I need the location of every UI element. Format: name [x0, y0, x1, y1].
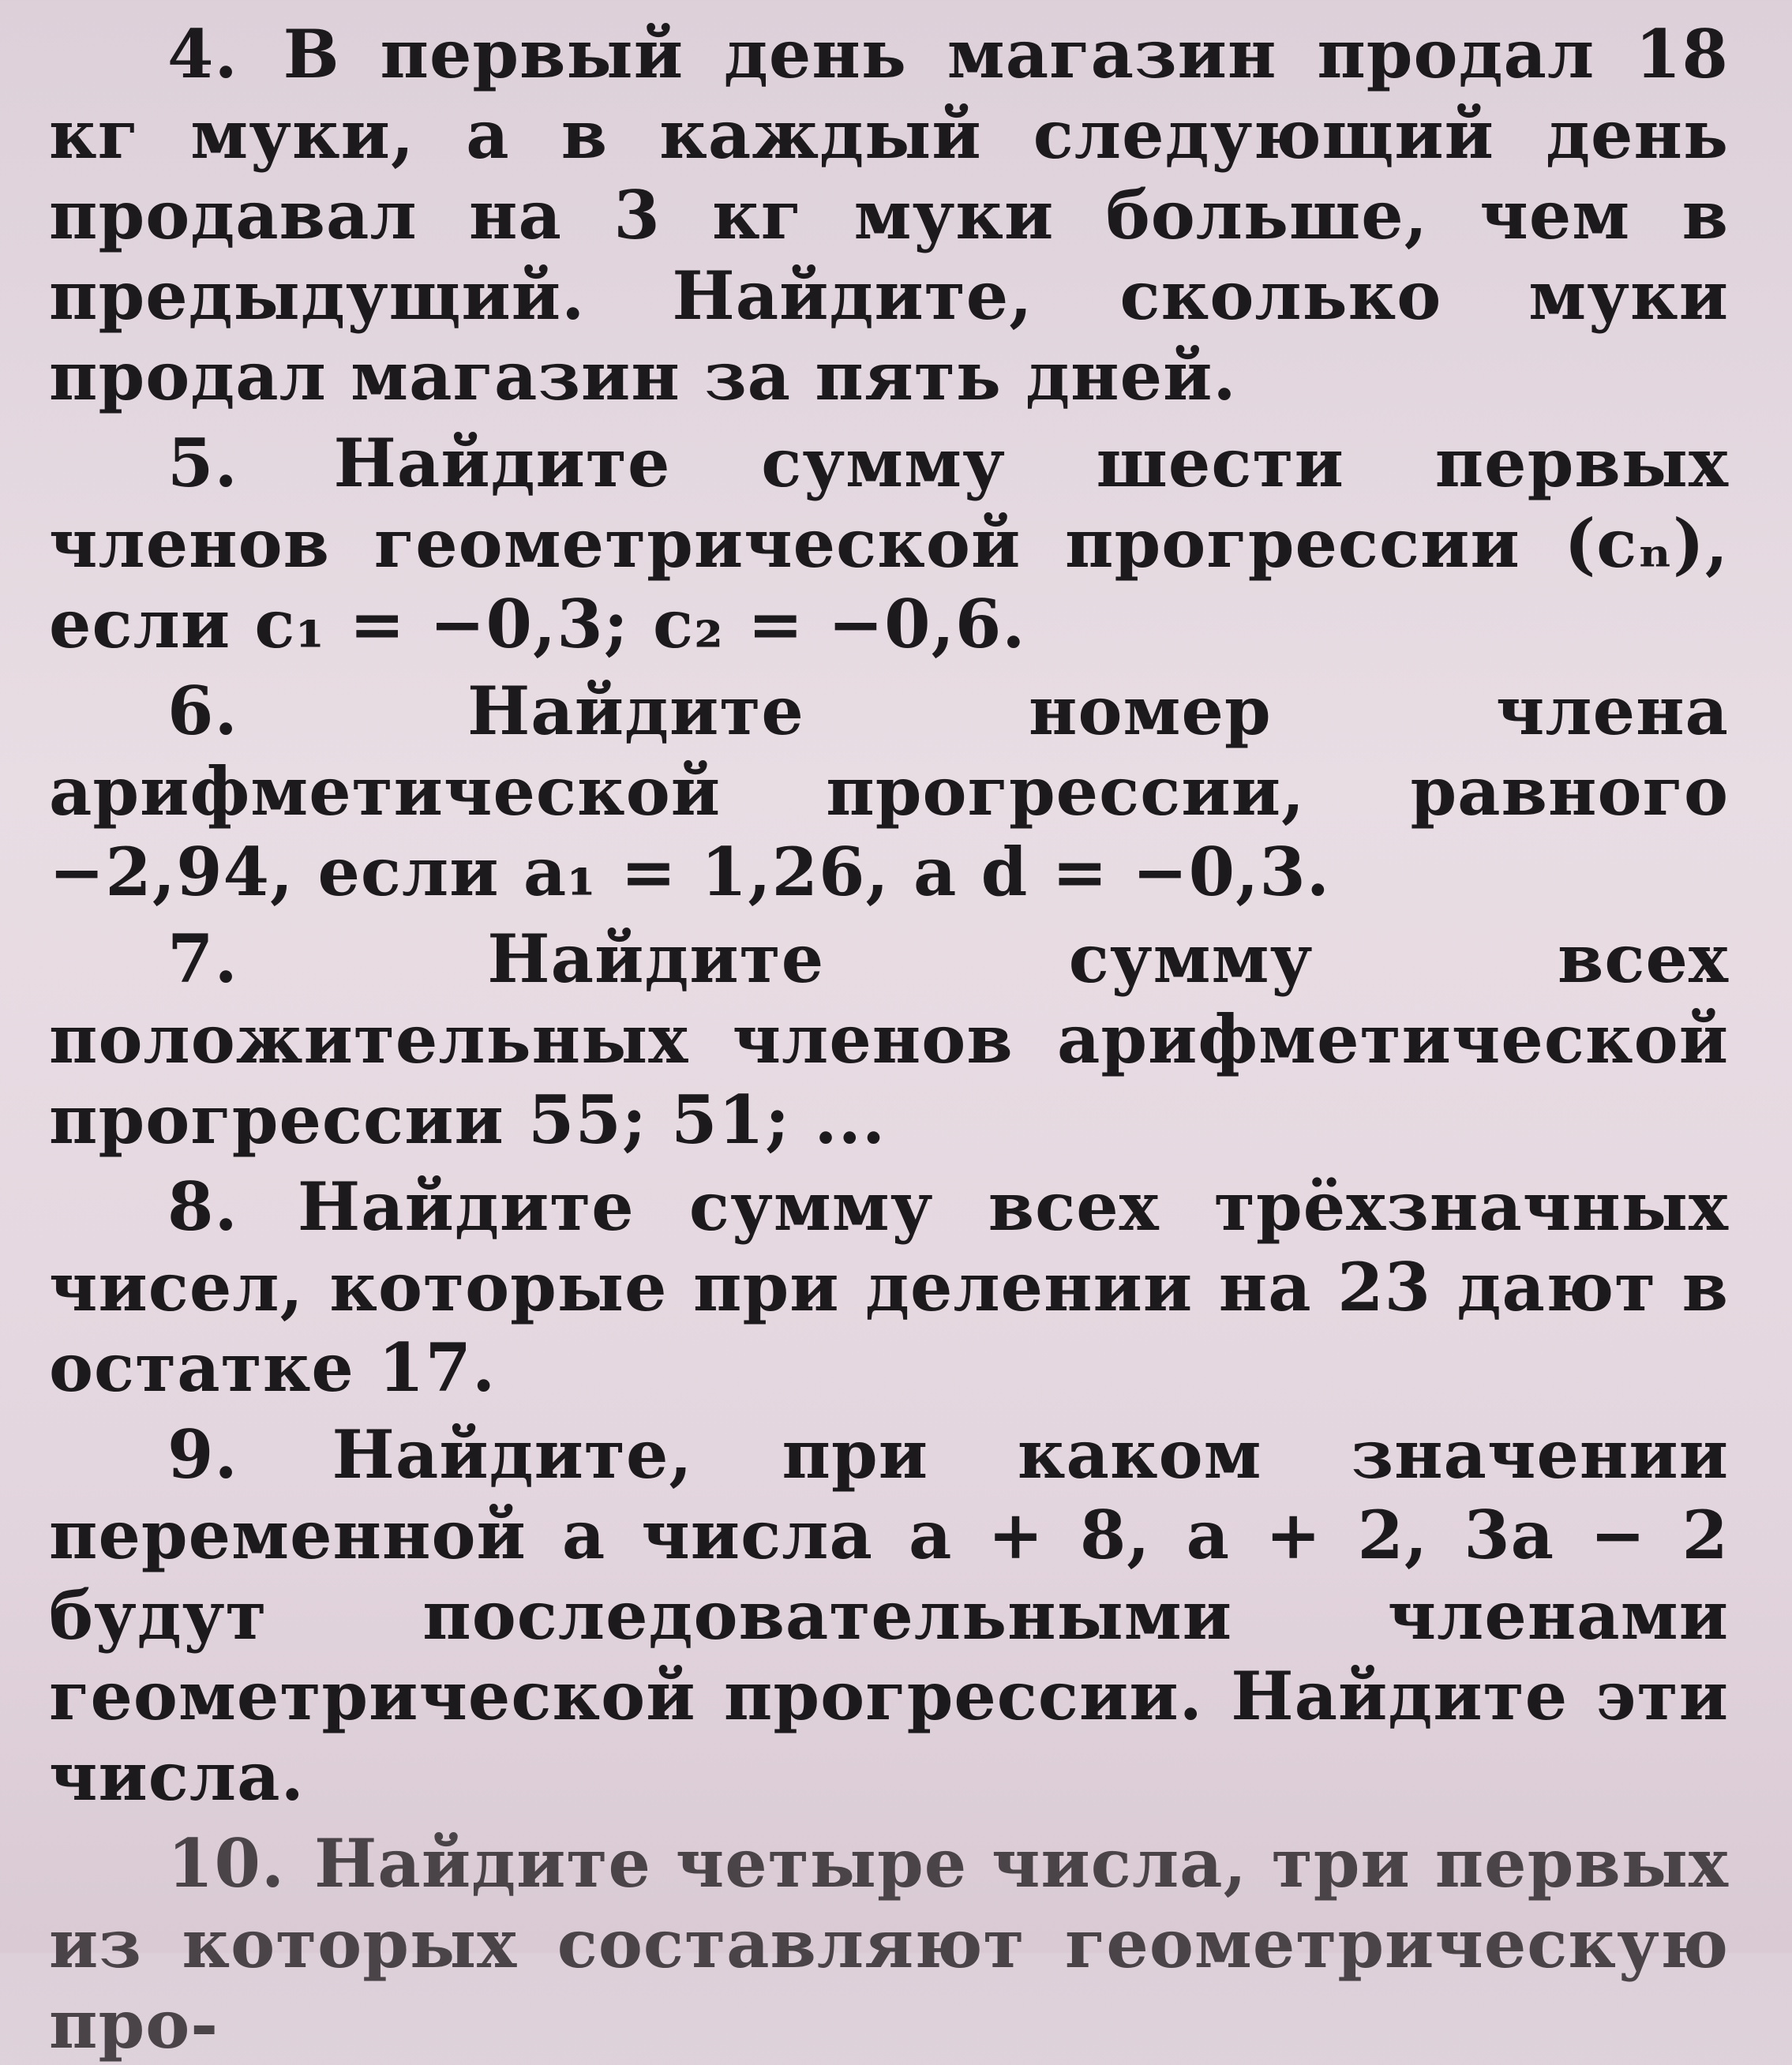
problem-5: [49, 423, 1729, 665]
problem-text: Найдите сумму всех трёхзначных чисел, которые при делении на 23 дают в остатке 17.: [49, 1167, 1729, 1407]
problem-4: [49, 14, 1729, 417]
problem-text: Найдите, при каком значении переменной a числа a + 8, a + 2, 3a − 2 будут последовательными членами геометрической прогрессии. Найдите эти числа.: [49, 1415, 1729, 1816]
problem-text: Найдите сумму шести первых членов геометрической прогрессии (cₙ), если c₁ = −0,3; c₂ = −0,6.: [49, 424, 1730, 663]
problem-9: [49, 1415, 1729, 1817]
problem-number: 5.: [167, 424, 238, 502]
problem-7: [49, 919, 1729, 1160]
problem-text: Найдите номер члена арифметической прогрессии, равного −2,94, если a₁ = 1,26, а d = −0,3.: [49, 672, 1729, 911]
problem-text: Найдите сумму всех положительных членов арифметической прогрессии 55; 51; ...: [49, 920, 1729, 1159]
problem-number: 6.: [167, 672, 238, 750]
problem-number: 9.: [167, 1415, 238, 1493]
problem-10: [49, 1823, 1729, 2065]
problem-text: В первый день магазин продал 18 кг муки, а в каждый следующий день продавал на 3 кг муки больше, чем в предыдущий. Найдите, сколько муки продал магазин за пять дней.: [49, 15, 1729, 415]
problem-8: [49, 1167, 1729, 1408]
problem-number: 10.: [167, 1824, 286, 1902]
problem-text: Найдите четыре числа, три первых из которых составляют геометрическую про-: [49, 1824, 1730, 2063]
problem-number: 8.: [167, 1167, 238, 1246]
problem-number: 4.: [167, 15, 238, 93]
problem-number: 7.: [167, 920, 238, 998]
problem-6: [49, 671, 1729, 913]
